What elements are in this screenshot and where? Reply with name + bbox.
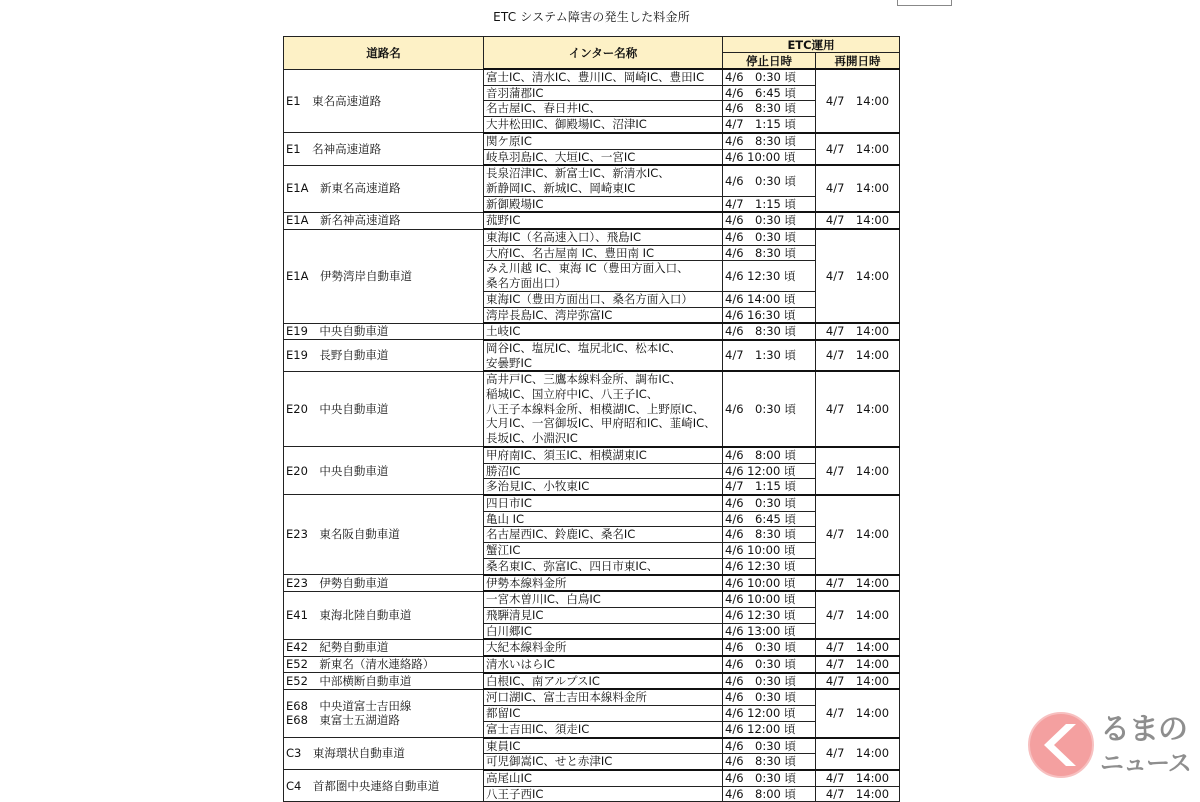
table-row — [284, 639, 900, 656]
kuruma-chevron-circle-icon — [1028, 712, 1094, 778]
stop-datetime-cell: 4/7 1:15 頃 — [723, 117, 816, 133]
stop-datetime-cell: 4/6 0:30 頃 — [723, 495, 816, 511]
interchange-cell: 飛騨清見IC — [484, 607, 723, 623]
road-name-cell: C4 首都圏中央連絡自動車道 — [284, 770, 484, 802]
stop-datetime-cell: 4/6 6:45 頃 — [723, 511, 816, 527]
interchange-cell: 富士IC、清水IC、豊川IC、岡崎IC、豊田IC — [484, 69, 723, 85]
page-corner-frame — [897, 0, 952, 6]
interchange-cell: 長泉沼津IC、新富士IC、新清水IC、新静岡IC、新城IC、岡崎東IC — [484, 165, 723, 196]
table-row — [284, 371, 900, 447]
interchange-cell: 甲府南IC、須玉IC、相模湖東IC — [484, 447, 723, 463]
interchange-cell: 名古屋西IC、鈴鹿IC、桑名IC — [484, 527, 723, 543]
stop-datetime-cell: 4/6 8:00 頃 — [723, 786, 816, 802]
road-name-cell: E1A 伊勢湾岸自動車道 — [284, 229, 484, 323]
interchange-cell: 名古屋IC、春日井IC、 — [484, 101, 723, 117]
interchange-cell: 大府IC、名古屋南 IC、豊田南 IC — [484, 245, 723, 261]
stop-datetime-cell: 4/6 13:00 頃 — [723, 623, 816, 639]
interchange-cell: 蟹江IC — [484, 543, 723, 559]
road-name-cell: E41 東海北陸自動車道 — [284, 591, 484, 639]
stop-datetime-cell: 4/6 0:30 頃 — [723, 689, 816, 705]
resume-datetime-cell: 4/7 14:00 — [816, 770, 900, 786]
interchange-cell: 勝沼IC — [484, 463, 723, 479]
stop-datetime-cell: 4/6 12:00 頃 — [723, 721, 816, 737]
stop-datetime-cell: 4/7 1:15 頃 — [723, 479, 816, 495]
resume-datetime-cell: 4/7 14:00 — [816, 212, 900, 229]
interchange-cell: 湾岸長島IC、湾岸弥富IC — [484, 307, 723, 323]
resume-datetime-cell: 4/7 14:00 — [816, 495, 900, 575]
table-header — [284, 37, 900, 70]
resume-datetime-cell: 4/7 14:00 — [816, 656, 900, 673]
header-road-name: 道路名 — [284, 37, 484, 70]
stop-datetime-cell: 4/6 10:00 頃 — [723, 543, 816, 559]
table-row — [284, 689, 900, 705]
stop-datetime-cell: 4/6 8:30 頃 — [723, 323, 816, 340]
interchange-cell: 東員IC — [484, 738, 723, 754]
stop-datetime-cell: 4/6 0:30 頃 — [723, 770, 816, 786]
table-row — [284, 656, 900, 673]
interchange-cell: 大紀本線料金所 — [484, 639, 723, 656]
road-name-cell: E20 中央自動車道 — [284, 371, 484, 447]
stop-datetime-cell: 4/6 16:30 頃 — [723, 307, 816, 323]
stop-datetime-cell: 4/6 0:30 頃 — [723, 639, 816, 656]
stop-datetime-cell: 4/6 12:00 頃 — [723, 463, 816, 479]
interchange-cell: 菰野IC — [484, 212, 723, 229]
resume-datetime-cell: 4/7 14:00 — [816, 575, 900, 592]
etc-outage-table — [283, 36, 900, 802]
resume-datetime-cell: 4/7 14:00 — [816, 133, 900, 165]
interchange-cell: 白根IC、南アルプスIC — [484, 673, 723, 690]
table-row — [284, 673, 900, 690]
interchange-cell: 都留IC — [484, 706, 723, 722]
interchange-cell: 桑名東IC、弥富IC、四日市東IC、 — [484, 558, 723, 574]
stop-datetime-cell: 4/6 0:30 頃 — [723, 212, 816, 229]
road-name-cell: E19 中央自動車道 — [284, 323, 484, 340]
stop-datetime-cell: 4/6 8:00 頃 — [723, 447, 816, 463]
stop-datetime-cell: 4/7 1:30 頃 — [723, 340, 816, 371]
resume-datetime-cell: 4/7 14:00 — [816, 340, 900, 371]
road-name-cell: E1A 新東名高速道路 — [284, 165, 484, 212]
stop-datetime-cell: 4/6 10:00 頃 — [723, 575, 816, 592]
stop-datetime-cell: 4/6 0:30 頃 — [723, 656, 816, 673]
interchange-cell: 東海IC（名高速入口）、飛島IC — [484, 229, 723, 245]
table-row — [284, 591, 900, 607]
interchange-cell: 大井松田IC、御殿場IC、沼津IC — [484, 117, 723, 133]
resume-datetime-cell: 4/7 14:00 — [816, 447, 900, 495]
resume-datetime-cell: 4/7 14:00 — [816, 689, 900, 737]
resume-datetime-cell: 4/7 14:00 — [816, 738, 900, 770]
stop-datetime-cell: 4/6 8:30 頃 — [723, 101, 816, 117]
road-name-cell: E1A 新名神高速道路 — [284, 212, 484, 229]
road-name-cell: E52 中部横断自動車道 — [284, 673, 484, 690]
stop-datetime-cell: 4/6 10:00 頃 — [723, 149, 816, 165]
stop-datetime-cell: 4/6 0:30 頃 — [723, 371, 816, 447]
interchange-cell: 新御殿場IC — [484, 196, 723, 212]
table-body — [284, 69, 900, 802]
interchange-cell: 伊勢本線料金所 — [484, 575, 723, 592]
stop-datetime-cell: 4/6 0:30 頃 — [723, 165, 816, 196]
table-row — [284, 165, 900, 196]
table-row — [284, 212, 900, 229]
kuruma-no-news-logo — [1028, 712, 1198, 792]
table-row — [284, 133, 900, 149]
road-name-cell — [284, 689, 484, 737]
road-name-line: E68 中央道富士吉田線 — [286, 698, 412, 713]
road-name-cell: C3 東海環状自動車道 — [284, 738, 484, 770]
interchange-cell: 八王子西IC — [484, 786, 723, 802]
road-name-cell: E1 東名高速道路 — [284, 69, 484, 133]
resume-datetime-cell: 4/7 14:00 — [816, 639, 900, 656]
interchange-cell: 東海IC（豊田方面出口、桑名方面入口） — [484, 291, 723, 307]
stop-datetime-cell: 4/6 0:30 頃 — [723, 69, 816, 85]
table-row — [284, 340, 900, 371]
interchange-cell: 音羽蒲郡IC — [484, 85, 723, 101]
stop-datetime-cell: 4/6 14:00 頃 — [723, 291, 816, 307]
road-name-cell: E1 名神高速道路 — [284, 133, 484, 165]
stop-datetime-cell: 4/6 8:30 頃 — [723, 527, 816, 543]
stop-datetime-cell: 4/6 0:30 頃 — [723, 738, 816, 754]
table-row — [284, 575, 900, 592]
interchange-cell: 可児御嵩IC、せと赤津IC — [484, 754, 723, 770]
resume-datetime-cell: 4/7 14:00 — [816, 786, 900, 802]
stop-datetime-cell: 4/7 1:15 頃 — [723, 196, 816, 212]
interchange-cell: 四日市IC — [484, 495, 723, 511]
stop-datetime-cell: 4/6 8:30 頃 — [723, 133, 816, 149]
stop-datetime-cell: 4/6 12:00 頃 — [723, 706, 816, 722]
resume-datetime-cell: 4/7 14:00 — [816, 165, 900, 212]
interchange-cell: 岡谷IC、塩尻IC、塩尻北IC、松本IC、安曇野IC — [484, 340, 723, 371]
interchange-cell: 多治見IC、小牧東IC — [484, 479, 723, 495]
stop-datetime-cell: 4/6 6:45 頃 — [723, 85, 816, 101]
header-interchange-name: インター名称 — [484, 37, 723, 70]
table-row — [284, 69, 900, 85]
table-row — [284, 229, 900, 245]
interchange-cell: 関ケ原IC — [484, 133, 723, 149]
road-name-cell: E20 中央自動車道 — [284, 447, 484, 495]
road-name-cell: E42 紀勢自動車道 — [284, 639, 484, 656]
stop-datetime-cell: 4/6 12:30 頃 — [723, 558, 816, 574]
interchange-cell: 清水いはらIC — [484, 656, 723, 673]
interchange-cell: 土岐IC — [484, 323, 723, 340]
resume-datetime-cell: 4/7 14:00 — [816, 229, 900, 323]
table-row — [284, 323, 900, 340]
road-name-cell: E19 長野自動車道 — [284, 340, 484, 371]
resume-datetime-cell: 4/7 14:00 — [816, 591, 900, 639]
stop-datetime-cell: 4/6 0:30 頃 — [723, 229, 816, 245]
interchange-cell: 高井戸IC、三鷹本線料金所、調布IC、稲城IC、国立府中IC、八王子IC、八王子本線料金所、相模湖IC、上野原IC、大月IC、一宮御坂IC、甲府昭和IC、韮崎IC、長坂IC、小淵沢IC — [484, 371, 723, 447]
table-row — [284, 447, 900, 463]
header-etc-operation: ETC運用 — [723, 37, 900, 53]
stop-datetime-cell: 4/6 0:30 頃 — [723, 673, 816, 690]
interchange-cell: 岐阜羽島IC、大垣IC、一宮IC — [484, 149, 723, 165]
stop-datetime-cell: 4/6 8:30 頃 — [723, 754, 816, 770]
resume-datetime-cell: 4/7 14:00 — [816, 69, 900, 133]
interchange-cell: 河口湖IC、富士吉田本線料金所 — [484, 689, 723, 705]
table-row — [284, 770, 900, 786]
road-name-cell: E23 伊勢自動車道 — [284, 575, 484, 592]
resume-datetime-cell: 4/7 14:00 — [816, 323, 900, 340]
table-row — [284, 495, 900, 511]
logo-text-line2: ニュース — [1100, 749, 1191, 777]
road-name-cell: E23 東名阪自動車道 — [284, 495, 484, 575]
interchange-cell: 亀山 IC — [484, 511, 723, 527]
resume-datetime-cell: 4/7 14:00 — [816, 371, 900, 447]
road-name-cell: E52 新東名（清水連絡路） — [284, 656, 484, 673]
logo-text-line1: るまの — [1100, 712, 1187, 747]
header-stop-datetime: 停止日時 — [723, 53, 816, 70]
interchange-cell: 高尾山IC — [484, 770, 723, 786]
stop-datetime-cell: 4/6 12:30 頃 — [723, 607, 816, 623]
interchange-cell: みえ川越 IC、東海 IC（豊田方面入口、桑名方面出口） — [484, 261, 723, 291]
table-row — [284, 738, 900, 754]
interchange-cell: 一宮木曽川IC、白鳥IC — [484, 591, 723, 607]
stop-datetime-cell: 4/6 12:30 頃 — [723, 261, 816, 291]
stop-datetime-cell: 4/6 10:00 頃 — [723, 591, 816, 607]
document-title: ETC システム障害の発生した料金所 — [493, 10, 690, 24]
interchange-cell: 富士吉田IC、須走IC — [484, 721, 723, 737]
header-resume-datetime: 再開日時 — [816, 53, 900, 70]
road-name-line: E68 東富士五湖道路 — [286, 713, 400, 728]
resume-datetime-cell: 4/7 14:00 — [816, 673, 900, 690]
interchange-cell: 白川郷IC — [484, 623, 723, 639]
stop-datetime-cell: 4/6 8:30 頃 — [723, 245, 816, 261]
